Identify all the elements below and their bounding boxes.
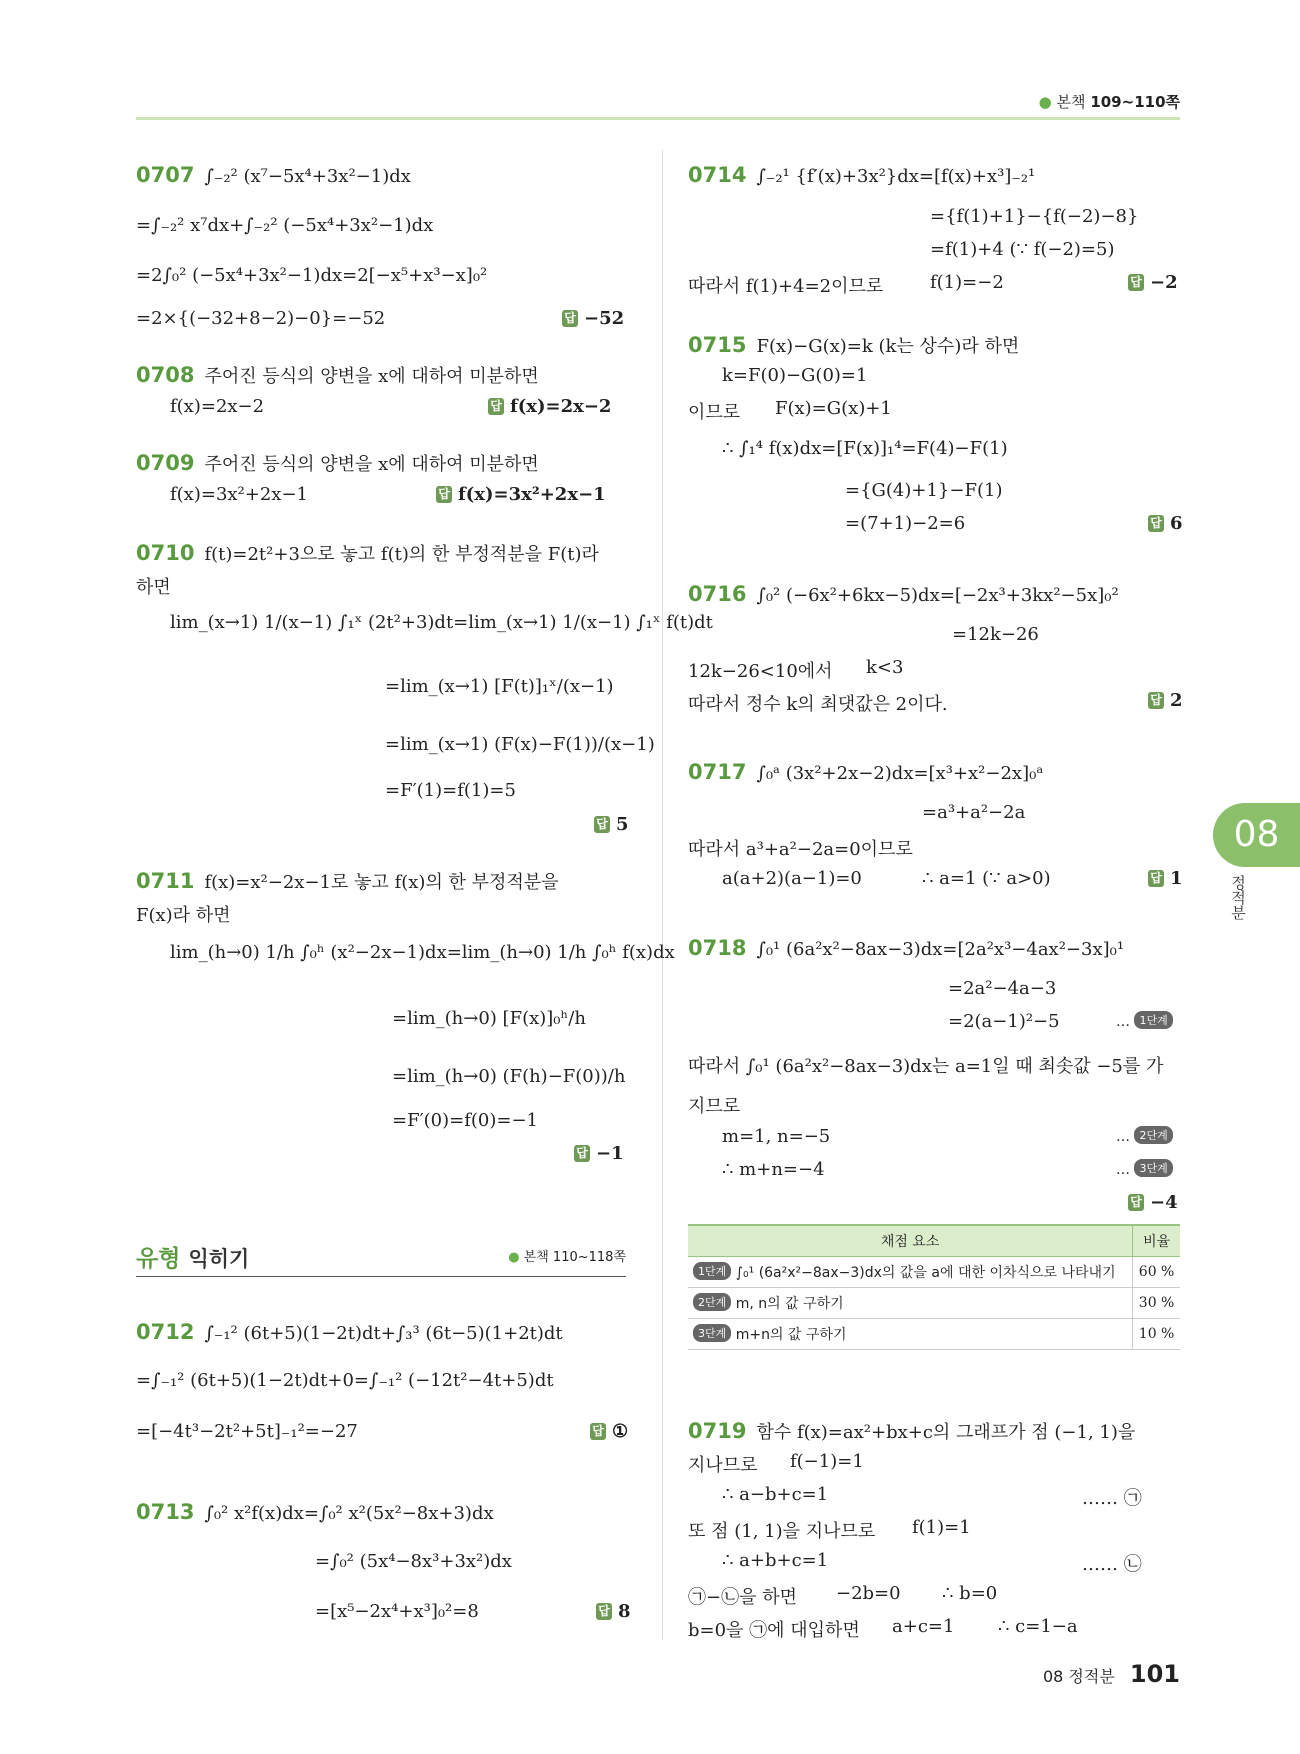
problem-0713-line2: =∫₀² (5x⁴−8x³+3x²)dx: [315, 1551, 512, 1572]
problem-0719-line6c: ∴ b=0: [942, 1583, 998, 1604]
table-row: [688, 1319, 1180, 1350]
scoring-ratio: 30 %: [1133, 1288, 1180, 1319]
problem-0718-line6: m=1, n=−5: [722, 1126, 831, 1147]
problem-0718-line4: 따라서 ∫₀¹ (6a²x²−8ax−3)dx는 a=1일 때 최솟값 −5를 가: [688, 1056, 1164, 1077]
table-row: [688, 1257, 1180, 1288]
problem-0715-line4: ∴ ∫₁⁴ f(x)dx=[F(x)]₁⁴=F(4)−F(1): [722, 438, 1008, 459]
problem-0718-line1: 0718 ∫₀¹ (6a²x²−8ax−3)dx=[2a²x³−4ax²−3x]₀¹: [688, 936, 1125, 960]
problem-0711-line5: =lim_(h→0) (F(h)−F(0))/h: [392, 1066, 626, 1087]
problem-0710-line2: 하면: [136, 577, 171, 598]
problem-0719-line7b: a+c=1: [892, 1616, 955, 1637]
step-marker-2: … 2단계: [1116, 1126, 1173, 1145]
answer-0712: 답 ①: [590, 1421, 628, 1442]
scoring-table: [688, 1224, 1180, 1350]
problem-0714-line4b: f(1)=−2: [930, 272, 1004, 293]
problem-0719-line6b: −2b=0: [836, 1583, 901, 1604]
equation-marker-2: …… ㉡: [1082, 1554, 1142, 1575]
header-rule: [136, 117, 1180, 120]
problem-0708-line2: f(x)=2x−2: [170, 396, 265, 417]
step-badge: 2단계: [693, 1293, 731, 1311]
problem-0719-line2b: f(−1)=1: [790, 1451, 864, 1472]
table-row: [688, 1288, 1180, 1319]
problem-0711-line6: =F′(0)=f(0)=−1: [392, 1110, 539, 1131]
scoring-item-text: ∫₀¹ (6a²x²−8ax−3)dx의 값을 a에 대한 이차식으로 나타내기: [735, 1265, 1116, 1281]
problem-0715-line6: =(7+1)−2=6: [845, 513, 966, 534]
problem-0716-line3b: k<3: [866, 657, 904, 678]
problem-0718-line5: 지므로: [688, 1096, 741, 1117]
scoring-table-header: [688, 1225, 1180, 1257]
problem-0709-line2: f(x)=3x²+2x−1: [170, 484, 308, 505]
problem-0717-line2: =a³+a²−2a: [922, 802, 1026, 823]
problem-0712-line3: =[−4t³−2t²+5t]₋₁²=−27: [136, 1421, 358, 1442]
problem-0716-line2: =12k−26: [952, 624, 1039, 645]
answer-0714: 답 −2: [1128, 272, 1178, 293]
problem-0709-line1: 0709 주어진 등식의 양변을 x에 대하여 미분하면: [136, 451, 539, 475]
chapter-tab-title: 정적분: [1229, 875, 1247, 920]
scoring-item-text: m+n의 값 구하기: [735, 1327, 847, 1343]
problem-0716-line1: 0716 ∫₀² (−6x²+6kx−5)dx=[−2x³+3kx²−5x]₀²: [688, 582, 1119, 606]
problem-0713-line1: 0713 ∫₀² x²f(x)dx=∫₀² x²(5x²−8x+3)dx: [136, 1500, 494, 1524]
scoring-ratio: 10 %: [1133, 1319, 1180, 1350]
problem-0714-line3: =f(1)+4 (∵ f(−2)=5): [930, 239, 1115, 260]
answer-0710: 답 5: [594, 814, 629, 835]
problem-0707-line1: 0707 ∫₋₂² (x⁷−5x⁴+3x²−1)dx: [136, 163, 411, 187]
problem-0710-line6: =F′(1)=f(1)=5: [385, 780, 516, 801]
scoring-item-text: m, n의 값 구하기: [735, 1296, 844, 1312]
answer-0718: 답 −4: [1128, 1192, 1178, 1213]
problem-0715-line5: ={G(4)+1}−F(1): [845, 480, 1003, 501]
scoring-col-ratio: 비율: [1133, 1225, 1180, 1257]
problem-0712-line1: 0712 ∫₋₁² (6t+5)(1−2t)dt+∫₃³ (6t−5)(1+2t)dt: [136, 1320, 563, 1344]
problem-0717-line3: 따라서 a³+a²−2a=0이므로: [688, 839, 913, 860]
problem-0719-line4a: 또 점 (1, 1)을 지나므로: [688, 1521, 876, 1542]
problem-0718-line3: =2(a−1)²−5: [948, 1011, 1060, 1032]
problem-0712-line2: =∫₋₁² (6t+5)(1−2t)dt+0=∫₋₁² (−12t²−4t+5)dt: [136, 1370, 554, 1391]
chapter-tab: 08: [1213, 803, 1300, 867]
problem-0718-line2: =2a²−4a−3: [948, 978, 1057, 999]
problem-0714-line2: ={f(1)+1}−{f(−2)−8}: [930, 206, 1139, 227]
answer-0715: 답 6: [1148, 513, 1183, 534]
problem-0719-line4b: f(1)=1: [912, 1517, 971, 1538]
problem-0715-line1: 0715 F(x)−G(x)=k (k는 상수)라 하면: [688, 333, 1020, 357]
problem-0719-line1: 0719 함수 f(x)=ax²+bx+c의 그래프가 점 (−1, 1)을: [688, 1419, 1136, 1443]
problem-0718-line7: ∴ m+n=−4: [722, 1159, 825, 1180]
step-marker-1: … 1단계: [1116, 1011, 1173, 1030]
problem-0717-line1: 0717 ∫₀ᵃ (3x²+2x−2)dx=[x³+x²−2x]₀ᵃ: [688, 760, 1044, 784]
problem-0717-line4b: ∴ a=1 (∵ a>0): [922, 868, 1051, 889]
answer-0717: 답 1: [1148, 868, 1183, 889]
header-page-ref: ● 본책 109~110쪽: [1038, 93, 1180, 111]
scoring-ratio: 60 %: [1133, 1257, 1180, 1288]
problem-0715-line3b: F(x)=G(x)+1: [775, 398, 892, 419]
step-badge: 3단계: [693, 1324, 731, 1342]
problem-0719-line7c: ∴ c=1−a: [998, 1616, 1078, 1637]
step-badge: 1단계: [693, 1262, 731, 1280]
problem-0710-line5: =lim_(x→1) (F(x)−F(1))/(x−1): [385, 734, 655, 755]
problem-0717-line4a: a(a+2)(a−1)=0: [722, 868, 862, 889]
page-number: 101: [1129, 1660, 1180, 1688]
answer-0711: 답 −1: [574, 1143, 624, 1164]
problem-0714-line1: 0714 ∫₋₂¹ {f′(x)+3x²}dx=[f(x)+x³]₋₂¹: [688, 163, 1036, 187]
footer: [1043, 1660, 1180, 1688]
problem-0707-line3: =2∫₀² (−5x⁴+3x²−1)dx=2[−x⁵+x³−x]₀²: [136, 265, 488, 286]
answer-0713: 답 8: [596, 1601, 631, 1622]
answer-0708: 답 f(x)=2x−2: [488, 396, 611, 417]
equation-marker-1: …… ㉠: [1082, 1488, 1142, 1509]
problem-0715-line3a: 이므로: [688, 402, 741, 423]
answer-0709: 답 f(x)=3x²+2x−1: [436, 484, 606, 505]
problem-0719-line5: ∴ a+b+c=1: [722, 1550, 829, 1571]
problem-0708-line1: 0708 주어진 등식의 양변을 x에 대하여 미분하면: [136, 363, 539, 387]
step-marker-3: … 3단계: [1116, 1159, 1173, 1178]
problem-0707-line2: =∫₋₂² x⁷dx+∫₋₂² (−5x⁴+3x²−1)dx: [136, 215, 434, 236]
bullet-icon: ●: [1038, 93, 1052, 111]
problem-0716-line4: 따라서 정수 k의 최댓값은 2이다.: [688, 694, 948, 715]
bullet-icon: ●: [508, 1250, 520, 1265]
problem-0715-line2: k=F(0)−G(0)=1: [722, 365, 868, 386]
problem-0710-line3: lim_(x→1) 1/(x−1) ∫₁ˣ (2t²+3)dt=lim_(x→1) 1/(x−1) ∫₁ˣ f(t)dt: [170, 612, 713, 633]
answer-0707: 답 −52: [562, 308, 624, 329]
problem-0710-line4: =lim_(x→1) [F(t)]₁ˣ/(x−1): [385, 676, 614, 697]
problem-0714-line4a: 따라서 f(1)+4=2이므로: [688, 276, 884, 297]
problem-0711-line1: 0711 f(x)=x²−2x−1로 놓고 f(x)의 한 부정적분을: [136, 869, 559, 893]
footer-chapter: 08 정적분: [1042, 1667, 1115, 1686]
section-page-ref: ● 본책 110~118쪽: [508, 1250, 626, 1265]
problem-0719-line3: ∴ a−b+c=1: [722, 1484, 829, 1505]
section-title: 유형 익히기: [136, 1246, 250, 1272]
problem-0707-line4: =2×{(−32+8−2)−0}=−52: [136, 308, 386, 329]
problem-0719-line7a: b=0을 ㉠에 대입하면: [688, 1620, 860, 1641]
problem-0710-line1: 0710 f(t)=2t²+3으로 놓고 f(t)의 한 부정적분을 F(t)라: [136, 541, 599, 565]
problem-0711-line3: lim_(h→0) 1/h ∫₀ʰ (x²−2x−1)dx=lim_(h→0) 1/h ∫₀ʰ f(x)dx: [170, 942, 675, 963]
problem-0719-line6a: ㉠−㉡을 하면: [688, 1587, 797, 1608]
answer-0716: 답 2: [1148, 690, 1183, 711]
problem-0716-line3a: 12k−26<10에서: [688, 661, 833, 682]
problem-0713-line3: =[x⁵−2x⁴+x³]₀²=8: [315, 1601, 479, 1622]
section-header: [136, 1240, 626, 1278]
column-divider: [662, 150, 663, 1640]
problem-0719-line2a: 지나므로: [688, 1455, 758, 1476]
problem-0711-line2: F(x)라 하면: [136, 905, 231, 926]
scoring-col-item: 채점 요소: [688, 1225, 1133, 1257]
section-rule: [136, 1276, 626, 1277]
problem-0711-line4: =lim_(h→0) [F(x)]₀ʰ/h: [392, 1008, 586, 1029]
